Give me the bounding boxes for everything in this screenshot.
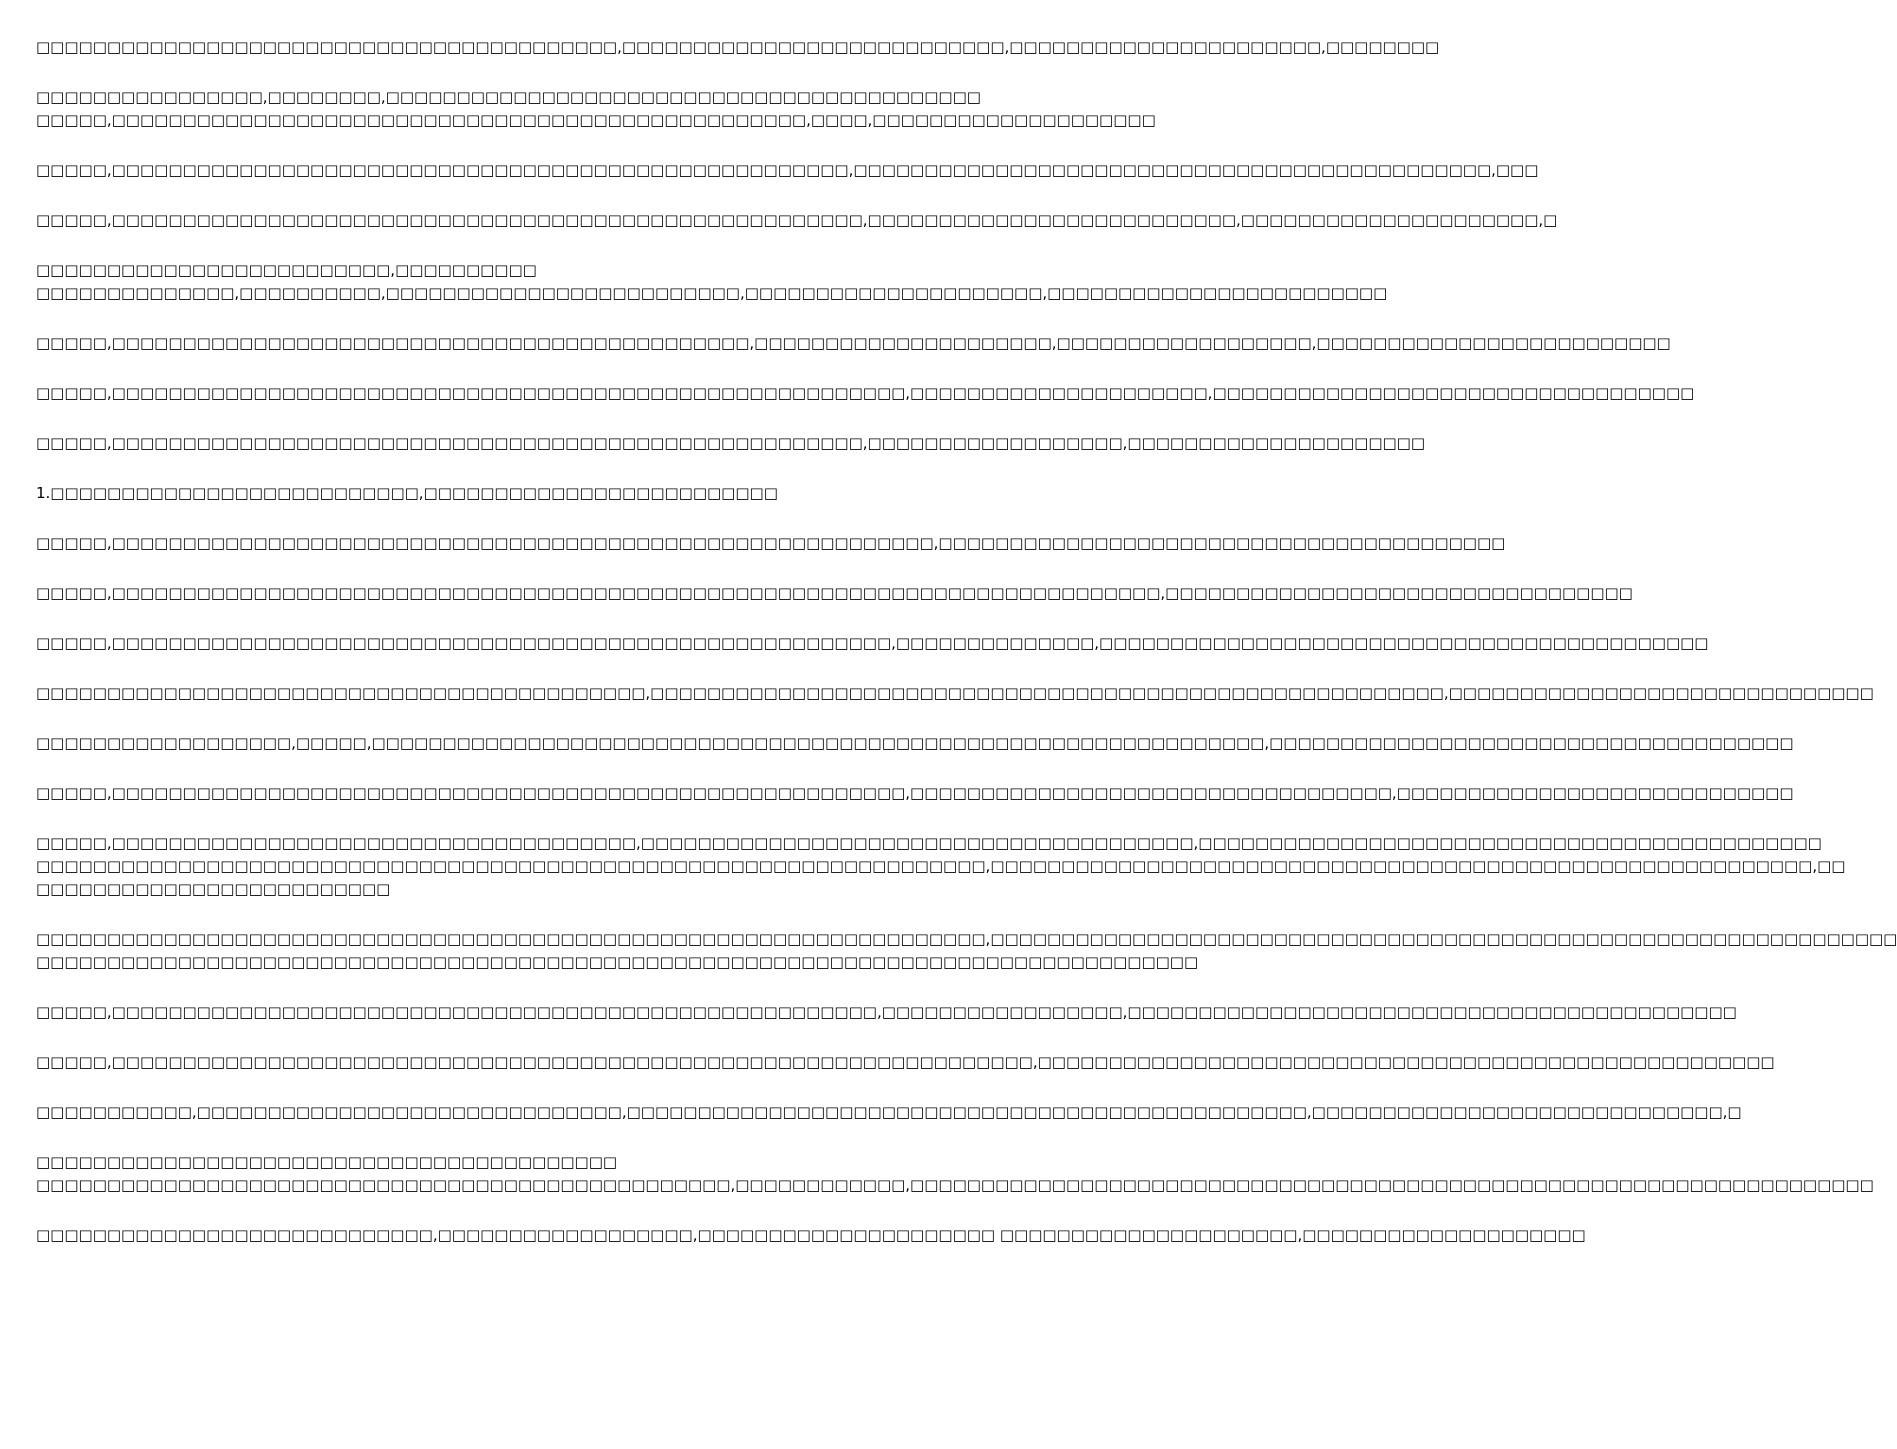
text-line: □□□□□,□□□□□□□□□□□□□□□□□□□□□□□□□□□□□□□□□□□□□□□□□□□□□□□□□□□□□,□□□□□□□□□□□□□□□□□□,□□□□□□□□□□□□□□□□□□□□□ bbox=[36, 434, 1426, 452]
text-line: □□□□□□□□□□□□□□□□□□□□□□□□□ bbox=[36, 880, 391, 898]
text-line: □□□□□□□□□□□□□□□□□□□□□□□□□□□□,□□□□□□□□□□□□□□□□□□,□□□□□□□□□□□□□□□□□□□□□ □□□□□□□□□□□□□□□□□□□□□,□□□□□□□□□□□□□□□□□□□□ bbox=[36, 1226, 1586, 1244]
text-line: □□□□□□□□□□□□□□□□□□□□□□□□□□□□□□□□□□□□□□□□□□□□□□□□□□□□□□□□□□□□□□□□□□□□□□□□□□□□□□□□□□ bbox=[36, 953, 1199, 971]
text-line: □□□□□,□□□□□□□□□□□□□□□□□□□□□□□□□□□□□□□□□□□□□□□□□□□□□□□□□□□□□□,□□□□□□□□□□□□□□□□□,□□□□□□□□□□□□□□□□□□□□□□□□□□□□□□□□□□□□□□□□□□□ bbox=[36, 1003, 1737, 1021]
paragraph bbox=[36, 532, 1506, 555]
text-line: □□□□□,□□□□□□□□□□□□□□□□□□□□□□□□□□□□□□□□□□□□□□□□□□□□□□□□□□□□□□□□,□□□□□□□□□□□□□□□□□□□□□□□□□□□□□□□□□□,□□□□□□□□□□□□□□□□□□□□□□□□□□□□ bbox=[36, 784, 1794, 802]
paragraph bbox=[36, 36, 1440, 59]
text-line: □□□□□,□□□□□□□□□□□□□□□□□□□□□□□□□□□□□□□□□□□□□□□□□□□□□,□□□□□□□□□□□□□□□□□□□□□,□□□□□□□□□□□□□□□□□□,□□□□□□□□□□□□□□□□□□□□□□□□□ bbox=[36, 334, 1671, 352]
paragraph bbox=[36, 1101, 1742, 1124]
text-line: □□□□□,□□□□□□□□□□□□□□□□□□□□□□□□□□□□□□□□□□□□□,□□□□□□□□□□□□□□□□□□□□□□□□□□□□□□□□□□□□□□□,□□□□□□□□□□□□□□□□□□□□□□□□□□□□□□□□□□□□□□□□□□□□ bbox=[36, 834, 1822, 852]
text-line: □□□□□□□□□□□□□□□□□□□□□□□□□□□□□□□□□□□□□□□□□□□□□□□□□,□□□□□□□□□□□□,□□□□□□□□□□□□□□□□□□□□□□□□□□□□□□□□□□□□□□□□□□□□□□□□□□□□□□□□□□□□□□□□□□□□ bbox=[36, 1176, 1874, 1194]
text-line: □□□□□,□□□□□□□□□□□□□□□□□□□□□□□□□□□□□□□□□□□□□□□□□□□□□□□□□□□□□□□□□□□□□□□□□□□□□□□□□□,□□□□□□□□□□□□□□□□□□□□□□□□□□□□□□□□□ bbox=[36, 584, 1633, 602]
paragraph bbox=[36, 259, 1388, 305]
document-page bbox=[36, 36, 1897, 1274]
text-line: □□□□□,□□□□□□□□□□□□□□□□□□□□□□□□□□□□□□□□□□□□□□□□□□□□□□□□□,□□□□,□□□□□□□□□□□□□□□□□□□□ bbox=[36, 111, 1156, 129]
paragraph bbox=[36, 159, 1539, 182]
text-line: □□□□□,□□□□□□□□□□□□□□□□□□□□□□□□□□□□□□□□□□□□□□□□□□□□□□□□□□□□□□□□□□□□□□□□□,□□□□□□□□□□□□□□□□□□□□□□□□□□□□□□□□□□□□□□□□□□□□□□□□□□□□ bbox=[36, 1053, 1775, 1071]
text-line: □□□□□,□□□□□□□□□□□□□□□□□□□□□□□□□□□□□□□□□□□□□□□□□□□□□□□□□□□□□□□□,□□□□□□□□□□□□□□□□□□□□□,□□□□□□□□□□□□□□□□□□□□□□□□□□□□□□□□□□ bbox=[36, 384, 1695, 402]
paragraph bbox=[36, 782, 1794, 805]
paragraph bbox=[36, 582, 1633, 605]
text-line: 1.□□□□□□□□□□□□□□□□□□□□□□□□□□,□□□□□□□□□□□□□□□□□□□□□□□□□ bbox=[36, 484, 778, 502]
paragraph bbox=[36, 1001, 1737, 1024]
paragraph bbox=[36, 332, 1671, 355]
text-line: □□□□□,□□□□□□□□□□□□□□□□□□□□□□□□□□□□□□□□□□□□□□□□□□□□□□□□□□□□□□□□□□,□□□□□□□□□□□□□□□□□□□□□□□□□□□□□□□□□□□□□□□□ bbox=[36, 534, 1506, 552]
paragraph bbox=[36, 928, 1897, 974]
paragraph bbox=[36, 86, 1156, 132]
text-line: □□□□□□□□□□□□□□□□□□□□□□□□□□□□□□□□□□□□□□□□□ bbox=[36, 1153, 618, 1171]
text-line: □□□□□□□□□□□□□□□□,□□□□□□□□,□□□□□□□□□□□□□□□□□□□□□□□□□□□□□□□□□□□□□□□□□□ bbox=[36, 88, 981, 106]
paragraph bbox=[36, 432, 1426, 455]
text-line: □□□□□□□□□□□□□□□□□□,□□□□□,□□□□□□□□□□□□□□□□□□□□□□□□□□□□□□□□□□□□□□□□□□□□□□□□□□□□□□□□□□□□□□□,□□□□□□□□□□□□□□□□□□□□□□□□□□□□□□□□□□□□□ bbox=[36, 734, 1794, 752]
text-line: □□□□□□□□□□□□□□□□□□□□□□□□□□□□□□□□□□□□□□□□□□□□□□□□□□□□□□□□□□□□□□□□□□□,□□□□□□□□□□□□□□□□□□□□□□□□□□□□□□□□□□□□□□□□□□□□□□□□□□□□□□□□□□□□□□□□ bbox=[36, 930, 1897, 948]
paragraph bbox=[36, 1051, 1775, 1074]
paragraph bbox=[36, 832, 1846, 901]
text-line: □□□□□□□□□□□□□□□□□□□□□□□□□□□□□□□□□□□□□□□□□□□,□□□□□□□□□□□□□□□□□□□□□□□□□□□□□□□□□□□□□□□□□□□□□□□□□□□□□□□□,□□□□□□□□□□□□□□□□□□□□□□□□□□□□□□ bbox=[36, 684, 1874, 702]
text-line: □□□□□□□□□□□,□□□□□□□□□□□□□□□□□□□□□□□□□□□□□□,□□□□□□□□□□□□□□□□□□□□□□□□□□□□□□□□□□□□□□□□□□□□□□□□,□□□□□□□□□□□□□□□□□□□□□□□□□□□□□,□ bbox=[36, 1103, 1742, 1121]
paragraph bbox=[36, 1224, 1586, 1247]
text-line: □□□□□□□□□□□□□□□□□□□□□□□□□□□□□□□□□□□□□□□□□,□□□□□□□□□□□□□□□□□□□□□□□□□□□,□□□□□□□□□□□□□□□□□□□□□□,□□□□□□□□ bbox=[36, 38, 1440, 56]
paragraph bbox=[36, 382, 1695, 405]
text-line: □□□□□,□□□□□□□□□□□□□□□□□□□□□□□□□□□□□□□□□□□□□□□□□□□□□□□□□□□□□□□,□□□□□□□□□□□□□□,□□□□□□□□□□□□□□□□□□□□□□□□□□□□□□□□□□□□□□□□□□□ bbox=[36, 634, 1709, 652]
paragraph bbox=[36, 732, 1794, 755]
paragraph bbox=[36, 632, 1709, 655]
paragraph bbox=[36, 1151, 1874, 1197]
text-line: □□□□□,□□□□□□□□□□□□□□□□□□□□□□□□□□□□□□□□□□□□□□□□□□□□□□□□□□□□,□□□□□□□□□□□□□□□□□□□□□□□□□□□□□□□□□□□□□□□□□□□□□,□□□ bbox=[36, 161, 1539, 179]
text-line: □□□□□□□□□□□□□□,□□□□□□□□□□,□□□□□□□□□□□□□□□□□□□□□□□□□,□□□□□□□□□□□□□□□□□□□□□,□□□□□□□□□□□□□□□□□□□□□□□□ bbox=[36, 284, 1388, 302]
text-line: □□□□□□□□□□□□□□□□□□□□□□□□□,□□□□□□□□□□ bbox=[36, 261, 537, 279]
text-line: □□□□□,□□□□□□□□□□□□□□□□□□□□□□□□□□□□□□□□□□□□□□□□□□□□□□□□□□□□□,□□□□□□□□□□□□□□□□□□□□□□□□□□,□□□□□□□□□□□□□□□□□□□□□,□ bbox=[36, 211, 1558, 229]
paragraph bbox=[36, 209, 1558, 232]
text-line: □□□□□□□□□□□□□□□□□□□□□□□□□□□□□□□□□□□□□□□□□□□□□□□□□□□□□□□□□□□□□□□□□□□,□□□□□□□□□□□□□□□□□□□□□□□□□□□□□□□□□□□□□□□□□□□□□□□□□□□□□□□□□□,□□ bbox=[36, 857, 1846, 875]
paragraph bbox=[36, 482, 990, 505]
paragraph bbox=[36, 682, 1874, 705]
